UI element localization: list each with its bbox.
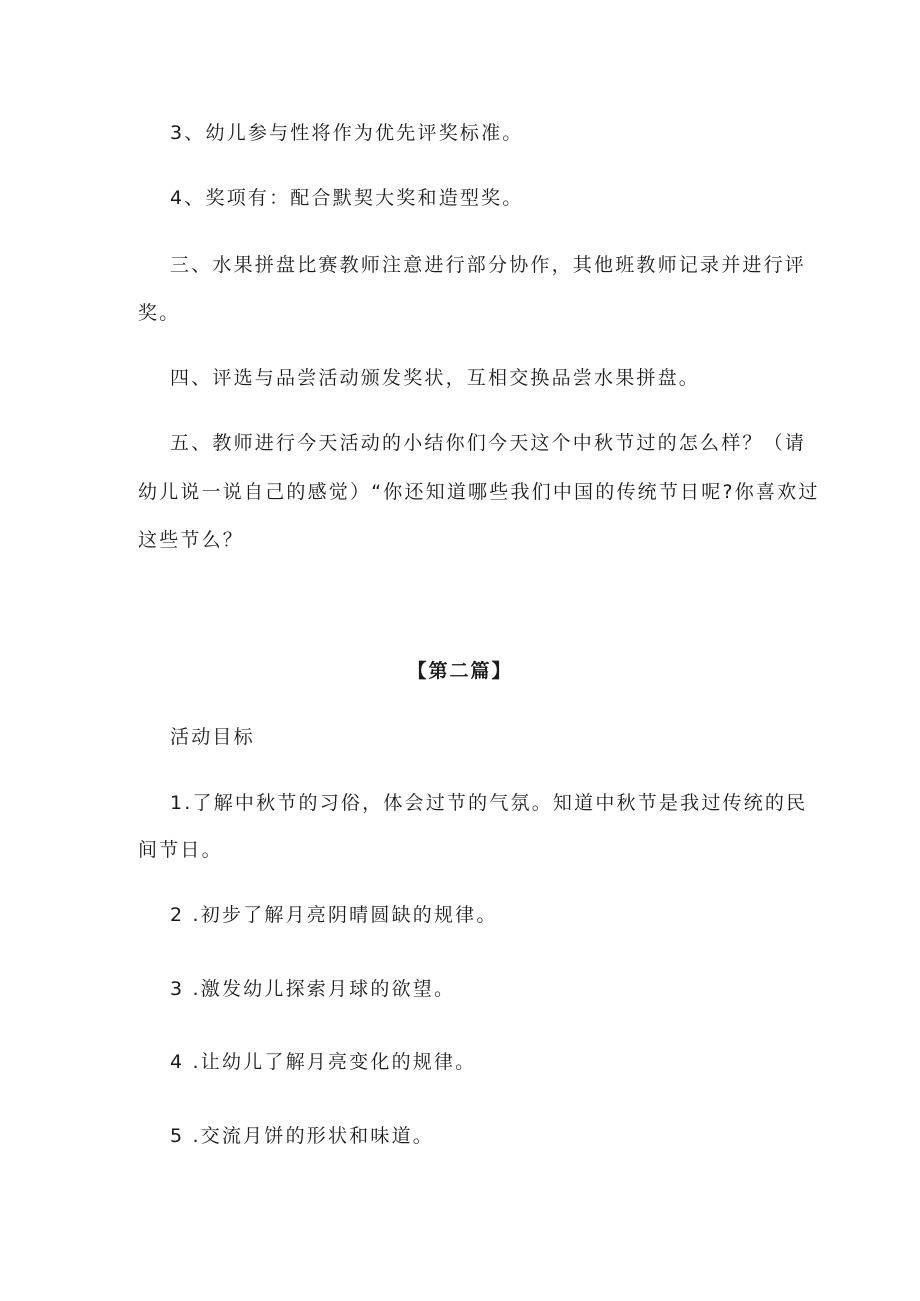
paragraph-5-line-3: 这些节么？: [138, 529, 245, 551]
goal-3: 3 .激发幼儿探索月球的欲望。: [170, 978, 456, 1000]
goal-1-line-1: 1.了解中秋节的习俗，体会过节的气氛。知道中秋节是我过传统的民: [170, 792, 808, 814]
section-heading: 【第二篇】: [407, 660, 513, 682]
paragraph-5-line-1: 五、教师进行今天活动的小结你们今天这个中秋节过的怎么样？（请: [170, 432, 807, 454]
goal-4: 4 .让幼儿了解月亮变化的规律。: [170, 1051, 477, 1073]
goal-2: 2 .初步了解月亮阴晴圆缺的规律。: [170, 904, 498, 926]
goal-5: 5 .交流月饼的形状和味道。: [170, 1125, 434, 1147]
paragraph-5-line-2: 幼儿说一说自己的感觉）“你还知道哪些我们中国的传统节日呢?你喜欢过: [138, 481, 820, 503]
paragraph-item-3: 3、幼儿参与性将作为优先评奖标准。: [170, 122, 524, 144]
paragraph-3-line-2: 奖。: [138, 302, 181, 324]
goal-1-line-2: 间节日。: [138, 839, 223, 861]
section-subheading: 活动目标: [170, 726, 255, 748]
paragraph-4: 四、评选与品尝活动颁发奖状，互相交换品尝水果拼盘。: [170, 367, 701, 389]
paragraph-item-4: 4、奖项有：配合默契大奖和造型奖。: [170, 187, 524, 209]
paragraph-3-line-1: 三、水果拼盘比赛教师注意进行部分协作，其他班教师记录并进行评: [170, 254, 807, 276]
